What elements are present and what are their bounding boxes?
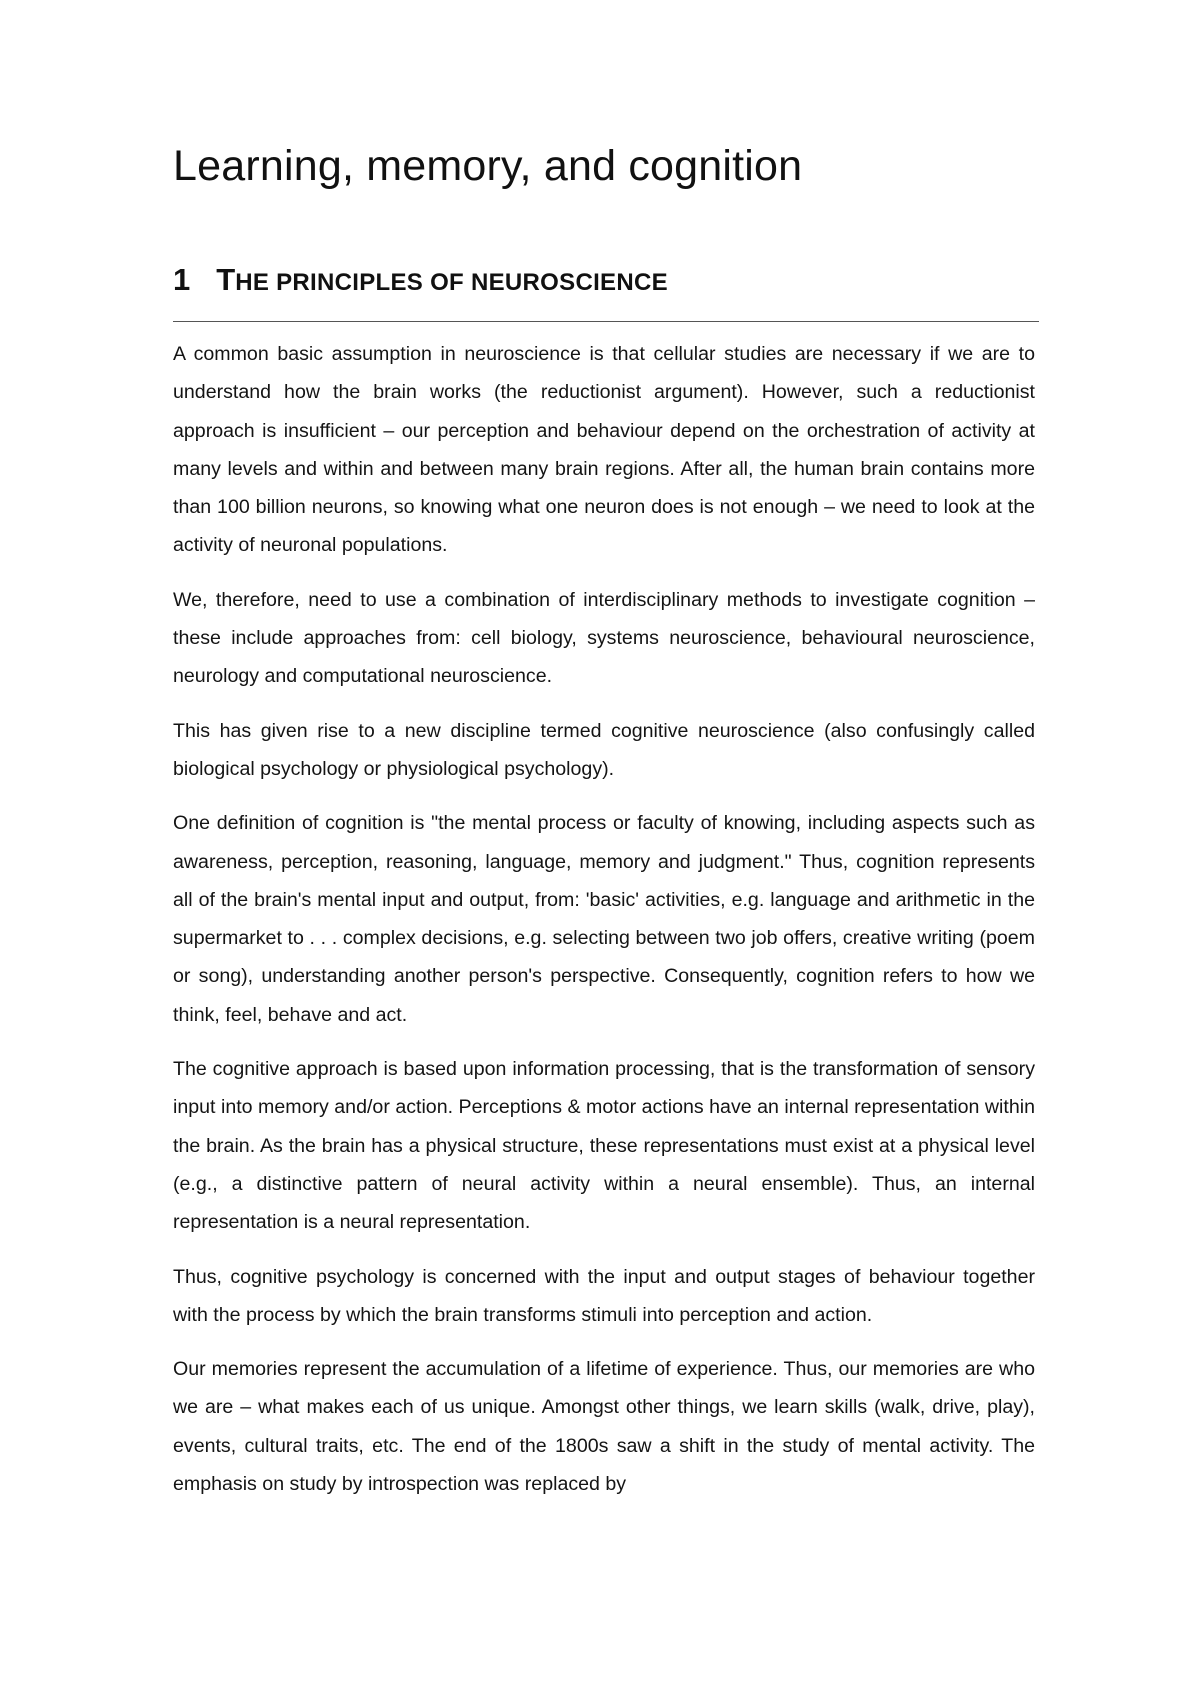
paragraph: One definition of cognition is "the mental process or faculty of knowing, including aspects such as awareness, perception, reasoning, language, memory and judgment." Thus, cognition represents all of the brain's mental input and output, from: 'basic' activities, e.g. language and arithmetic in the supermarket to . . . complex decisions, e.g. selecting between two job offers, creative writing (poem or song), understanding another person's perspective. Consequently, cognition refers to how we think, feel, behave and act. bbox=[173, 812, 1035, 1026]
paragraph: The cognitive approach is based upon information processing, that is the transformation of sensory input into memory and/or action. Perceptions & motor actions have an internal representation within the brain. As the brain has a physical structure, these representations must exist at a physical level (e.g., a distinctive pattern of neural activity within a neural ensemble). Thus, an internal representation is a neural representation. bbox=[173, 1058, 1035, 1234]
body-text bbox=[173, 335, 1035, 1519]
paragraph: We, therefore, need to use a combination of interdisciplinary methods to investigate cognition – these include approaches from: cell biology, systems neuroscience, behavioural neuroscience, neurology and computational neuroscience. bbox=[173, 588, 1035, 688]
section-heading-initial: T bbox=[216, 262, 236, 297]
section-divider bbox=[173, 321, 1039, 322]
section-heading bbox=[173, 262, 668, 298]
section-heading-text: HE PRINCIPLES OF NEUROSCIENCE bbox=[235, 269, 668, 296]
paragraph: Our memories represent the accumulation of a lifetime of experience. Thus, our memories are who we are – what makes each of us unique. Amongst other things, we learn skills (walk, drive, play), events, cultural traits, etc. The end of the 1800s saw a shift in the study of mental activity. The emphasis on study by introspection was replaced by bbox=[173, 1358, 1035, 1496]
document-title: Learning, memory, and cognition bbox=[173, 142, 803, 190]
section-number: 1 bbox=[173, 262, 191, 297]
paragraph: Thus, cognitive psychology is concerned with the input and output stages of behaviour together with the process by which the brain transforms stimuli into perception and action. bbox=[173, 1265, 1035, 1326]
paragraph: A common basic assumption in neuroscience is that cellular studies are necessary if we are to understand how the brain works (the reductionist argument). However, such a reductionist approach is insufficient – our perception and behaviour depend on the orchestration of activity at many levels and within and between many brain regions. After all, the human brain contains more than 100 billion neurons, so knowing what one neuron does is not enough – we need to look at the activity of neuronal populations. bbox=[173, 343, 1035, 557]
paragraph: This has given rise to a new discipline termed cognitive neuroscience (also confusingly called biological psychology or physiological psychology). bbox=[173, 719, 1035, 780]
